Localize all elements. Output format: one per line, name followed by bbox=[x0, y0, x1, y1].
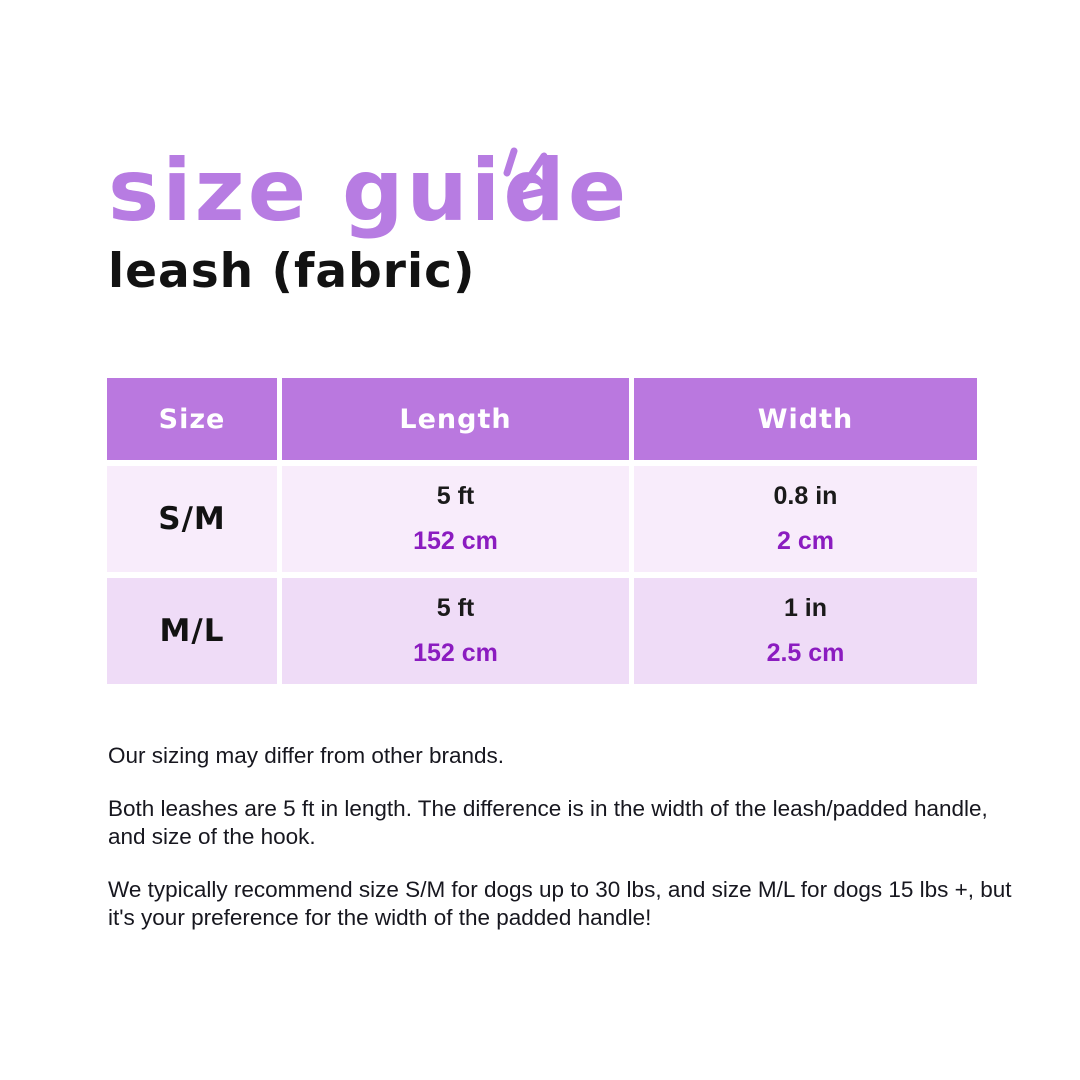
table-row-ml-length bbox=[282, 578, 629, 684]
note-sizing-differs bbox=[108, 742, 998, 770]
table-row-sm-width bbox=[634, 466, 977, 572]
note-recommendation bbox=[108, 876, 1012, 932]
ml-width-imperial: 1 in bbox=[783, 594, 828, 622]
table-row-ml-width bbox=[634, 578, 977, 684]
note-line: it's your preference for the width of the padded handle! bbox=[108, 905, 652, 930]
table-header-length-label: Length bbox=[399, 403, 512, 435]
table-row-ml-size bbox=[107, 578, 277, 684]
ml-length-metric: 152 cm bbox=[413, 639, 498, 667]
note-line: Our sizing may differ from other brands. bbox=[108, 743, 504, 768]
ml-width-metric: 2.5 cm bbox=[766, 639, 845, 667]
notes-section bbox=[108, 742, 1012, 957]
sm-width-metric: 2 cm bbox=[777, 527, 834, 555]
sparkle-icon bbox=[498, 143, 554, 205]
table-header-width-label: Width bbox=[757, 403, 854, 435]
table-header-width bbox=[634, 378, 977, 460]
sm-length-imperial: 5 ft bbox=[436, 482, 475, 510]
note-length-difference bbox=[108, 795, 998, 851]
ml-length-imperial: 5 ft bbox=[436, 594, 475, 622]
size-table bbox=[107, 378, 977, 684]
note-line: Both leashes are 5 ft in length. The difference is in the width of the leash/padded handle, bbox=[108, 796, 988, 821]
table-header-length bbox=[282, 378, 629, 460]
page-subtitle: leash (fabric) bbox=[108, 244, 476, 299]
sm-width-imperial: 0.8 in bbox=[773, 482, 838, 510]
sm-length-metric: 152 cm bbox=[413, 527, 498, 555]
table-row-sm-length bbox=[282, 466, 629, 572]
note-line: We typically recommend size S/M for dogs up to 30 lbs, and size M/L for dogs 15 lbs +, but bbox=[108, 877, 1012, 902]
note-line: and size of the hook. bbox=[108, 824, 316, 849]
size-sm-label: S/M bbox=[158, 501, 226, 537]
table-header-size bbox=[107, 378, 277, 460]
table-header-size-label: Size bbox=[158, 403, 226, 435]
table-row-sm-size bbox=[107, 466, 277, 572]
page-title: size guide bbox=[108, 141, 630, 241]
size-ml-label: M/L bbox=[159, 613, 225, 649]
